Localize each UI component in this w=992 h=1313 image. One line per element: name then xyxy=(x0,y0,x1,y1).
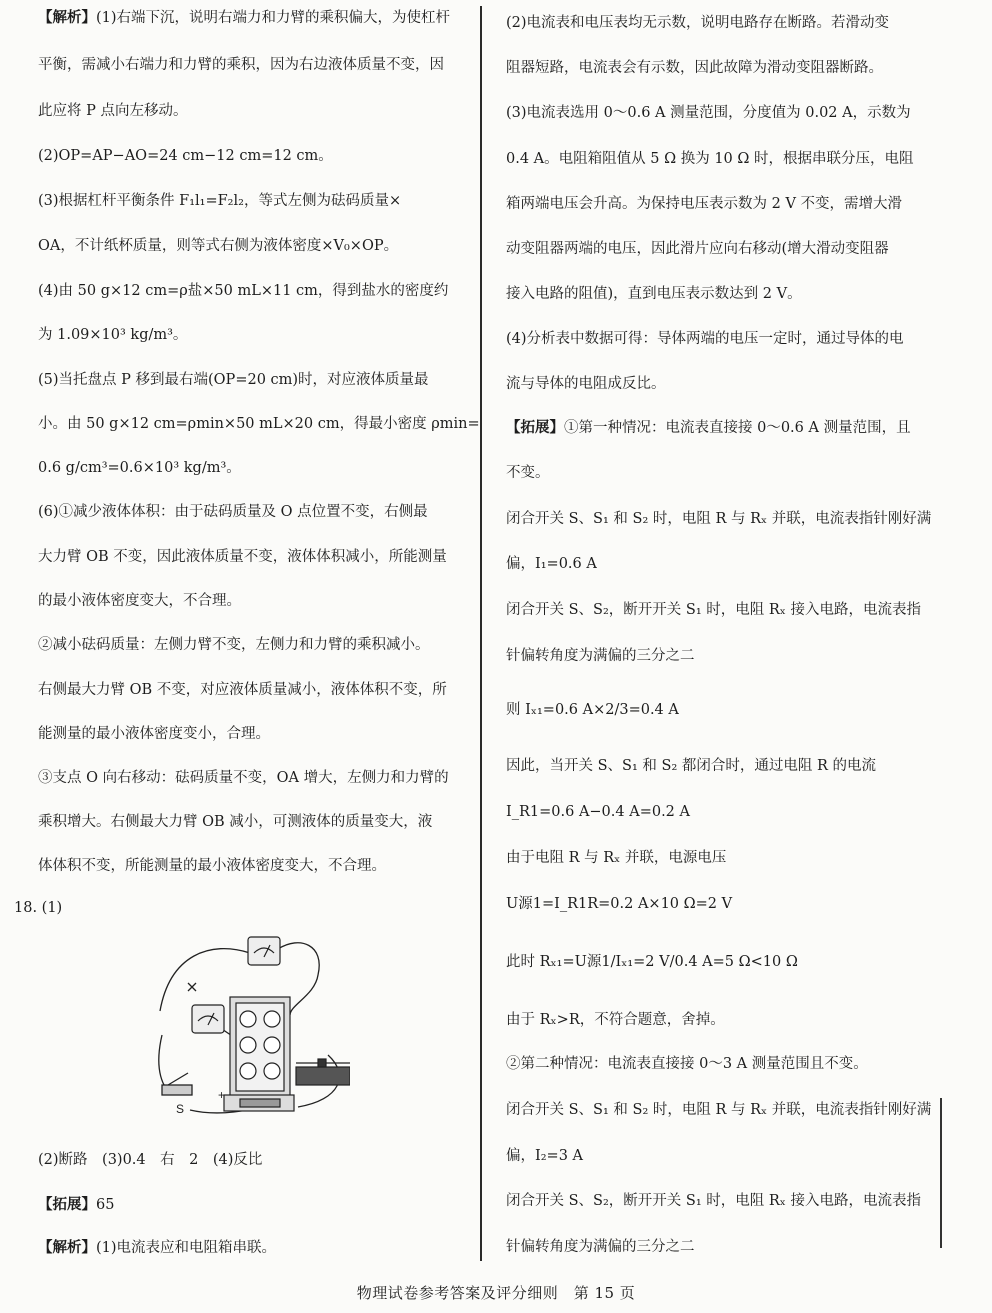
right-line xyxy=(506,329,904,349)
text-segment: ①第一种情况：电流表直接接 0～0.6 A 测量范围，且 xyxy=(564,420,911,436)
right-line xyxy=(506,646,695,666)
text-segment: 为 1.09×10³ kg/m³。 xyxy=(38,327,188,343)
right-line xyxy=(506,13,889,33)
text-segment: 闭合开关 S、S₁ 和 S₂ 时，电阻 R 与 Rₓ 并联，电流表指针刚好满 xyxy=(506,1102,932,1118)
text-segment: 阻器短路，电流表会有示数，因此故障为滑动变阻器断路。 xyxy=(506,60,883,76)
circuit-figure xyxy=(150,935,350,1115)
text-segment: 针偏转角度为满偏的三分之二 xyxy=(506,648,695,664)
text-segment: ②减小砝码质量：左侧力臂不变，左侧力和力臂的乘积减小。 xyxy=(38,637,430,653)
right-line xyxy=(506,239,889,259)
text-segment: 针偏转角度为满偏的三分之二 xyxy=(506,1239,695,1255)
right-line xyxy=(506,952,798,972)
text-segment: (3)根据杠杆平衡条件 F₁l₁=F₂l₂，等式左侧为砝码质量× xyxy=(38,193,402,209)
section-tag: 【拓展】 xyxy=(38,1196,96,1213)
battery xyxy=(224,1095,294,1111)
wire-x xyxy=(188,983,196,991)
text-segment: 接入电路的阻值)，直到电压表示数达到 2 V。 xyxy=(506,286,802,302)
left-line xyxy=(38,547,447,567)
rheostat xyxy=(296,1059,350,1085)
left-line xyxy=(38,325,187,345)
text-segment: 闭合开关 S、S₂，断开开关 S₁ 时，电阻 Rₓ 接入电路，电流表指 xyxy=(506,602,922,618)
text-segment: (2)断路 (3)0.4 右 2 (4)反比 xyxy=(38,1152,263,1168)
text-segment: (5)当托盘点 P 移到最右端(OP=20 cm)时，对应液体质量最 xyxy=(38,372,429,388)
left-line xyxy=(38,502,428,522)
right-line xyxy=(506,1100,931,1120)
left-line xyxy=(38,680,447,700)
right-line xyxy=(506,1054,868,1074)
text-segment: (3)电流表选用 0～0.6 A 测量范围，分度值为 0.02 A，示数为 xyxy=(506,105,911,121)
left-line xyxy=(38,1150,262,1170)
text-segment: 由于电阻 R 与 Rₓ 并联，电源电压 xyxy=(506,850,727,866)
text-segment: 由于 Rₓ>R，不符合题意，舍掉。 xyxy=(506,1012,725,1028)
switch xyxy=(162,1073,192,1095)
right-line xyxy=(506,149,914,169)
text-segment: 因此，当开关 S、S₁ 和 S₂ 都闭合时，通过电阻 R 的电流 xyxy=(506,758,876,774)
text-segment: 流与导体的电阻成反比。 xyxy=(506,376,666,392)
text-segment: (1)电流表应和电阻箱串联。 xyxy=(96,1240,277,1256)
section-tag: 【拓展】 xyxy=(506,419,564,436)
right-line xyxy=(506,374,666,394)
text-segment: 0.6 g/cm³=0.6×10³ kg/m³。 xyxy=(38,460,241,476)
right-line xyxy=(506,894,732,914)
text-segment: 偏，I₁=0.6 A xyxy=(506,556,597,572)
left-line xyxy=(38,856,386,876)
text-segment: 的最小液体密度变大，不合理。 xyxy=(38,593,241,609)
right-line xyxy=(506,1146,583,1166)
text-segment: U源1=I_R1R=0.2 A×10 Ω=2 V xyxy=(506,896,733,912)
left-line xyxy=(38,1238,276,1258)
right-line xyxy=(506,103,911,123)
left-line xyxy=(38,55,444,75)
right-line xyxy=(506,848,726,868)
right-line xyxy=(506,756,876,776)
text-segment: 动变阻器两端的电压，因此滑片应向右移动(增大滑动变阻器 xyxy=(506,241,889,257)
text-segment: (2)电流表和电压表均无示数，说明电路存在断路。若滑动变 xyxy=(506,15,890,31)
text-segment: 偏，I₂=3 A xyxy=(506,1148,583,1164)
resistance-box xyxy=(230,997,290,1097)
right-line xyxy=(506,600,921,620)
right-line xyxy=(506,1237,695,1257)
plus-label: + xyxy=(218,1088,226,1102)
right-line xyxy=(506,418,911,438)
left-line xyxy=(38,724,270,744)
text-segment: (4)由 50 g×12 cm=ρ盐×50 mL×11 cm，得到盐水的密度约 xyxy=(38,283,449,299)
left-line xyxy=(38,191,401,211)
text-segment: 平衡，需减小右端力和力臂的乘积，因为右边液体质量不变，因 xyxy=(38,57,444,73)
section-tag: 【解析】 xyxy=(38,9,96,26)
column-divider xyxy=(480,6,482,1261)
text-segment: 右侧最大力臂 OB 不变，对应液体质量减小，液体体积不变，所 xyxy=(38,682,447,698)
right-line xyxy=(506,58,883,78)
left-line xyxy=(38,414,480,434)
ammeter xyxy=(192,1005,224,1033)
text-segment: 此应将 P 点向左移动。 xyxy=(38,103,188,119)
text-segment: 0.4 A。电阻箱阻值从 5 Ω 换为 10 Ω 时，根据串联分压，电阻 xyxy=(506,151,914,167)
text-segment: 大力臂 OB 不变，因此液体质量不变，液体体积减小，所能测量 xyxy=(38,549,447,565)
switch-label: S xyxy=(176,1102,185,1115)
text-segment: (1)右端下沉，说明右端力和力臂的乘积偏大，为使杠杆 xyxy=(96,10,451,26)
left-line xyxy=(38,591,241,611)
text-segment: ②第二种情况：电流表直接接 0～3 A 测量范围且不变。 xyxy=(506,1056,868,1072)
left-line xyxy=(38,768,449,788)
text-segment: 闭合开关 S、S₁ 和 S₂ 时，电阻 R 与 Rₓ 并联，电流表指针刚好满 xyxy=(506,511,932,527)
left-line xyxy=(38,236,398,256)
right-line xyxy=(506,1191,921,1211)
right-line xyxy=(506,509,931,529)
text-segment: (2)OP=AP−AO=24 cm−12 cm=12 cm。 xyxy=(38,148,333,164)
left-line xyxy=(38,458,241,478)
page-footer: 物理试卷参考答案及评分细则 第 15 页 xyxy=(356,1284,636,1302)
margin-rule xyxy=(940,1098,942,1248)
left-line xyxy=(38,146,333,166)
text-segment: I_R1=0.6 A−0.4 A=0.2 A xyxy=(506,804,690,820)
text-segment: OA，不计纸杯质量，则等式右侧为液体密度×V₀×OP。 xyxy=(38,238,399,254)
text-segment: 不变。 xyxy=(506,465,550,481)
section-tag: 【解析】 xyxy=(38,1239,96,1256)
left-line xyxy=(38,370,429,390)
left-line xyxy=(38,1195,114,1215)
question-number: 18. (1) xyxy=(14,900,63,916)
text-segment: 体体积不变，所能测量的最小液体密度变大，不合理。 xyxy=(38,858,386,874)
right-line xyxy=(506,554,597,574)
text-segment: 闭合开关 S、S₂，断开开关 S₁ 时，电阻 Rₓ 接入电路，电流表指 xyxy=(506,1193,922,1209)
text-segment: ③支点 O 向右移动：砝码质量不变，OA 增大，左侧力和力臂的 xyxy=(38,770,449,786)
text-segment: 则 Iₓ₁=0.6 A×2/3=0.4 A xyxy=(506,702,679,718)
left-line xyxy=(38,281,448,301)
voltmeter xyxy=(248,937,280,965)
text-segment: (4)分析表中数据可得：导体两端的电压一定时，通过导体的电 xyxy=(506,331,904,347)
right-line xyxy=(506,1010,725,1030)
right-line xyxy=(506,284,802,304)
left-line xyxy=(38,635,430,655)
left-line xyxy=(38,812,432,832)
text-segment: 乘积增大。右侧最大力臂 OB 减小，可测液体的质量变大，液 xyxy=(38,814,433,830)
left-line xyxy=(38,8,450,28)
text-segment: (6)①减少液体体积：由于砝码质量及 O 点位置不变，右侧最 xyxy=(38,504,428,520)
right-line xyxy=(506,194,902,214)
text-segment: 此时 Rₓ₁=U源1/Iₓ₁=2 V/0.4 A=5 Ω<10 Ω xyxy=(506,954,798,970)
left-line xyxy=(38,101,187,121)
right-line xyxy=(506,700,679,720)
text-segment: 能测量的最小液体密度变小，合理。 xyxy=(38,726,270,742)
text-segment: 小。由 50 g×12 cm=ρmin×50 mL×20 cm，得最小密度 ρmin= xyxy=(38,416,480,432)
text-segment: 箱两端电压会升高。为保持电压表示数为 2 V 不变，需增大滑 xyxy=(506,196,903,212)
text-segment: 65 xyxy=(96,1197,115,1213)
right-line xyxy=(506,802,690,822)
right-line xyxy=(506,463,550,483)
